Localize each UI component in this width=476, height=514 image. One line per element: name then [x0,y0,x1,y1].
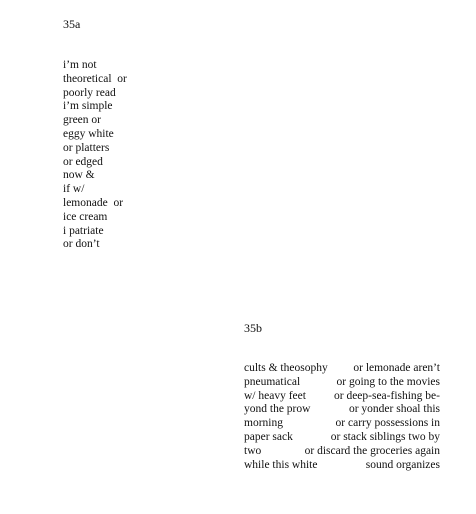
poem-row [244,431,440,445]
poem-row-left: pneumatical [244,375,301,388]
poem-row-left: two [244,444,262,457]
poem-row-right: or lemonade aren’t [353,362,440,374]
poem-row [244,403,440,417]
poem-line: i patriate [63,224,104,237]
poem-line: lemonade or [63,196,124,209]
poem-line: eggy white [63,127,114,140]
poem-row [244,390,440,404]
poem-row-left: yond the prow [244,403,311,416]
poem-row-left: paper sack [244,430,293,443]
poem-line: ice cream [63,210,108,223]
poem-row-right: sound organizes [365,458,440,471]
poem-row-left: cults & theosophy [244,362,328,374]
poem-line: poorly read [63,86,116,99]
poem-row-right: or stack siblings two by [330,430,440,443]
poem-line: i’m simple [63,100,113,113]
poem-row [244,417,440,431]
section-a-heading: 35a [63,17,81,31]
section-a-poem [63,59,127,252]
poem-line: or edged [63,155,103,168]
poem-row-left: w/ heavy feet [244,389,306,402]
poem-row-left: while this white [244,458,318,471]
poem-row-right: or deep-sea-fishing be- [333,389,440,402]
poem-row-right: or carry possessions in [335,417,440,430]
section-b-poem [244,362,440,472]
poem-line: theoretical or [63,72,127,85]
poem-line: green or [63,114,101,127]
poem-line: i’m not [63,59,97,71]
poem-row [244,459,440,473]
poem-row-right: or going to the movies [336,375,440,388]
poem-row-left: morning [244,417,283,430]
poem-line: or platters [63,141,110,154]
poem-row [244,362,440,376]
poem-line: or don’t [63,238,100,251]
poem-row [244,445,440,459]
section-b-heading: 35b [244,321,262,335]
poem-line: now & [63,169,95,182]
poem-row-right: or discard the groceries again [304,444,440,457]
poem-line: if w/ [63,183,85,196]
poem-row [244,376,440,390]
poem-row-right: or yonder shoal this [348,403,440,416]
